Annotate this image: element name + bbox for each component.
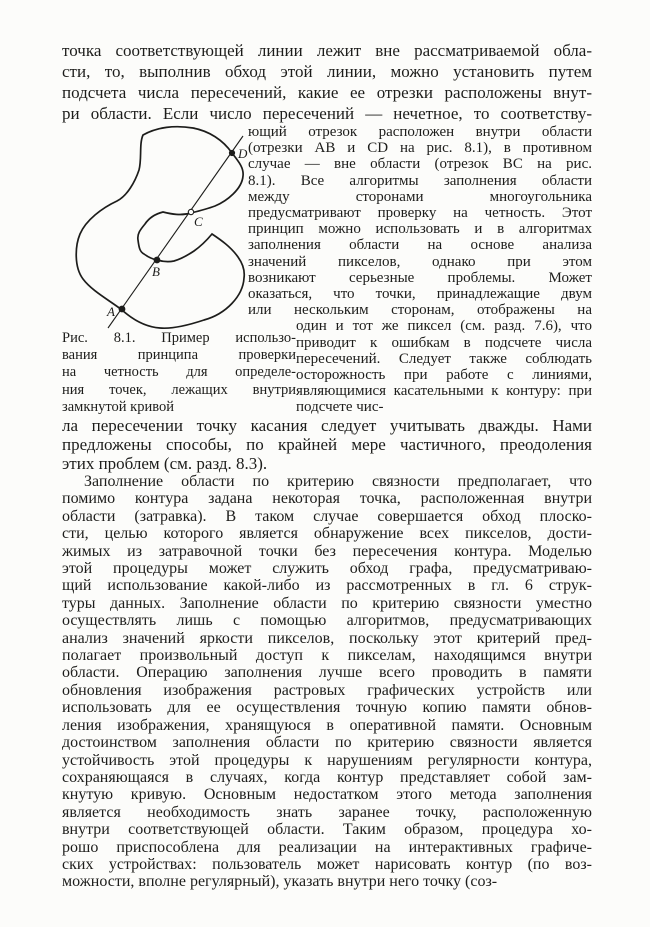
text-line: между сторонами многоугольника bbox=[248, 188, 592, 205]
text-line: подсчета числа пересечений, какие ее отрезки расположены внут- bbox=[62, 83, 592, 102]
text-line: на четность для определе- bbox=[62, 364, 296, 381]
text-line: достоинством заполнения области по критерию связности является bbox=[62, 734, 592, 752]
text-line: рошо приспособлена для реализации на интерактивных графиче- bbox=[62, 838, 592, 856]
text-line: (отрезки AB и CD на рис. 8.1), в противном bbox=[248, 140, 592, 157]
text-line: приводит к ошибкам в подсчете числа bbox=[296, 334, 592, 351]
paragraph-intro bbox=[62, 40, 592, 124]
point-a-label: A bbox=[107, 304, 115, 319]
text-line: являющимися касательными к контуру: при bbox=[296, 383, 592, 400]
text-line: или нескольким сторонам, отображены на bbox=[248, 302, 592, 319]
point-c-dot bbox=[188, 209, 193, 214]
text-line: обновления изображения растровых графических устройств или bbox=[62, 681, 592, 699]
closed-curve bbox=[76, 127, 244, 328]
text-line: области (затравка). В таком случае совершается обход плоско- bbox=[62, 507, 592, 525]
text-line: сти, то, выполнив обход этой линии, можно установить путем bbox=[62, 62, 592, 81]
text-line: является необходимость знать заранее точку, расположенную bbox=[62, 803, 592, 821]
text-line: можности, вполне регулярный), указать внутри него точку (соз- bbox=[62, 873, 498, 891]
text-line: подсчете чис- bbox=[296, 399, 384, 416]
point-b-label: B bbox=[152, 264, 160, 279]
text-line: осторожность при работе с линиями, bbox=[296, 367, 592, 384]
text-line: ла пересечении точку касания следует учитывать дважды. Нами bbox=[62, 416, 592, 435]
point-d-dot bbox=[229, 150, 235, 156]
text-line: сохраняющаяся в случаях, когда контур представляет собой зам- bbox=[62, 768, 592, 786]
text-line: замкнутой кривой bbox=[62, 398, 174, 415]
text-line: ри области. Если число пересечений — нечетное, то соответству- bbox=[62, 104, 592, 123]
text-line: точка соответствующей линии лежит вне рассматриваемой обла- bbox=[62, 41, 592, 60]
text-line: жимых из затравочной точки без пересечения контура. Моделью bbox=[62, 542, 592, 560]
text-line: помимо контура задана некоторая точка, расположенная внутри bbox=[62, 490, 592, 508]
text-line: Заполнение области по критерию связности предполагает, что bbox=[84, 473, 592, 490]
text-line: осуществлять лишь с помощью алгоритмов, предусматривающих bbox=[62, 612, 592, 630]
text-line: один и тот же пиксел (см. разд. 7.6), что bbox=[296, 318, 592, 335]
text-line: вания принципа проверки bbox=[62, 347, 296, 364]
point-b-dot bbox=[154, 257, 161, 264]
figure-caption bbox=[62, 330, 296, 416]
text-line: сти, целью которого является обнаружение всех пикселов, дости- bbox=[62, 525, 592, 543]
text-block bbox=[62, 40, 592, 891]
text-line: этой процедуры может служить обход графа, предусматриваю- bbox=[62, 560, 592, 578]
text-line: кнутую кривую. Основным недостатком этого метода заполнения bbox=[62, 786, 592, 804]
text-line: устойчивость этой процедуры к нарушениям регулярности контура, bbox=[62, 751, 592, 769]
text-line: пересечений. Следует также соблюдать bbox=[296, 350, 592, 367]
text-line: ских устройствах: пользователь может нарисовать контур (по воз- bbox=[62, 855, 592, 873]
point-a-dot bbox=[119, 306, 126, 313]
text-line: этих проблем (см. разд. 8.3). bbox=[62, 454, 268, 473]
text-line: использовать для ее осуществления точную копию памяти обнов- bbox=[62, 699, 592, 717]
text-line: 8.1). Все алгоритмы заполнения области bbox=[248, 172, 592, 189]
text-line: полагает произвольный доступ к пикселам, находящимся внутри bbox=[62, 647, 592, 665]
text-line: Рис. 8.1. Пример использо- bbox=[62, 330, 296, 346]
text-line: туры данных. Заполнение области по критерию связности уместно bbox=[62, 594, 592, 612]
text-line: предусматривают проверку на четность. Этот bbox=[248, 205, 592, 222]
text-line: предложены способы, по крайней мере частичного, преодоления bbox=[62, 435, 592, 454]
text-line: ния точек, лежащих внутри bbox=[62, 381, 296, 398]
text-line: принцип можно использовать и в алгоритмах bbox=[248, 221, 592, 238]
text-line: щий использование какой-либо из рассмотренных в гл. 6 струк- bbox=[62, 577, 592, 595]
text-line: ющий отрезок расположен внутри области bbox=[248, 124, 592, 140]
paragraph-connectivity bbox=[62, 473, 592, 891]
text-line: заполнения области на основе анализа bbox=[248, 237, 592, 254]
parity-test-line bbox=[108, 136, 243, 328]
parity-curve-diagram bbox=[62, 124, 248, 330]
text-line: области. Операцию заполнения лучше всего проводить в памяти bbox=[62, 664, 592, 682]
text-line: случае — вне области (отрезок BC на рис. bbox=[248, 156, 592, 173]
point-d-label: D bbox=[238, 146, 248, 161]
text-line: внутри соответствующей области. Таким образом, процедура хо- bbox=[62, 821, 592, 839]
paragraph-bridge bbox=[62, 416, 592, 473]
text-line: значений пикселов, однако при этом bbox=[248, 253, 592, 270]
text-line: возникают серьезные проблемы. Может bbox=[248, 269, 592, 286]
text-line: оказаться, что точки, принадлежащие двум bbox=[248, 286, 592, 303]
text-line: ления изображения, хранящуюся в оперативной памяти. Основным bbox=[62, 716, 592, 734]
figure-8-1 bbox=[62, 124, 248, 330]
point-c-label: C bbox=[194, 214, 203, 229]
text-line: анализ значений яркости пикселов, поскольку этот критерий пред- bbox=[62, 629, 592, 647]
